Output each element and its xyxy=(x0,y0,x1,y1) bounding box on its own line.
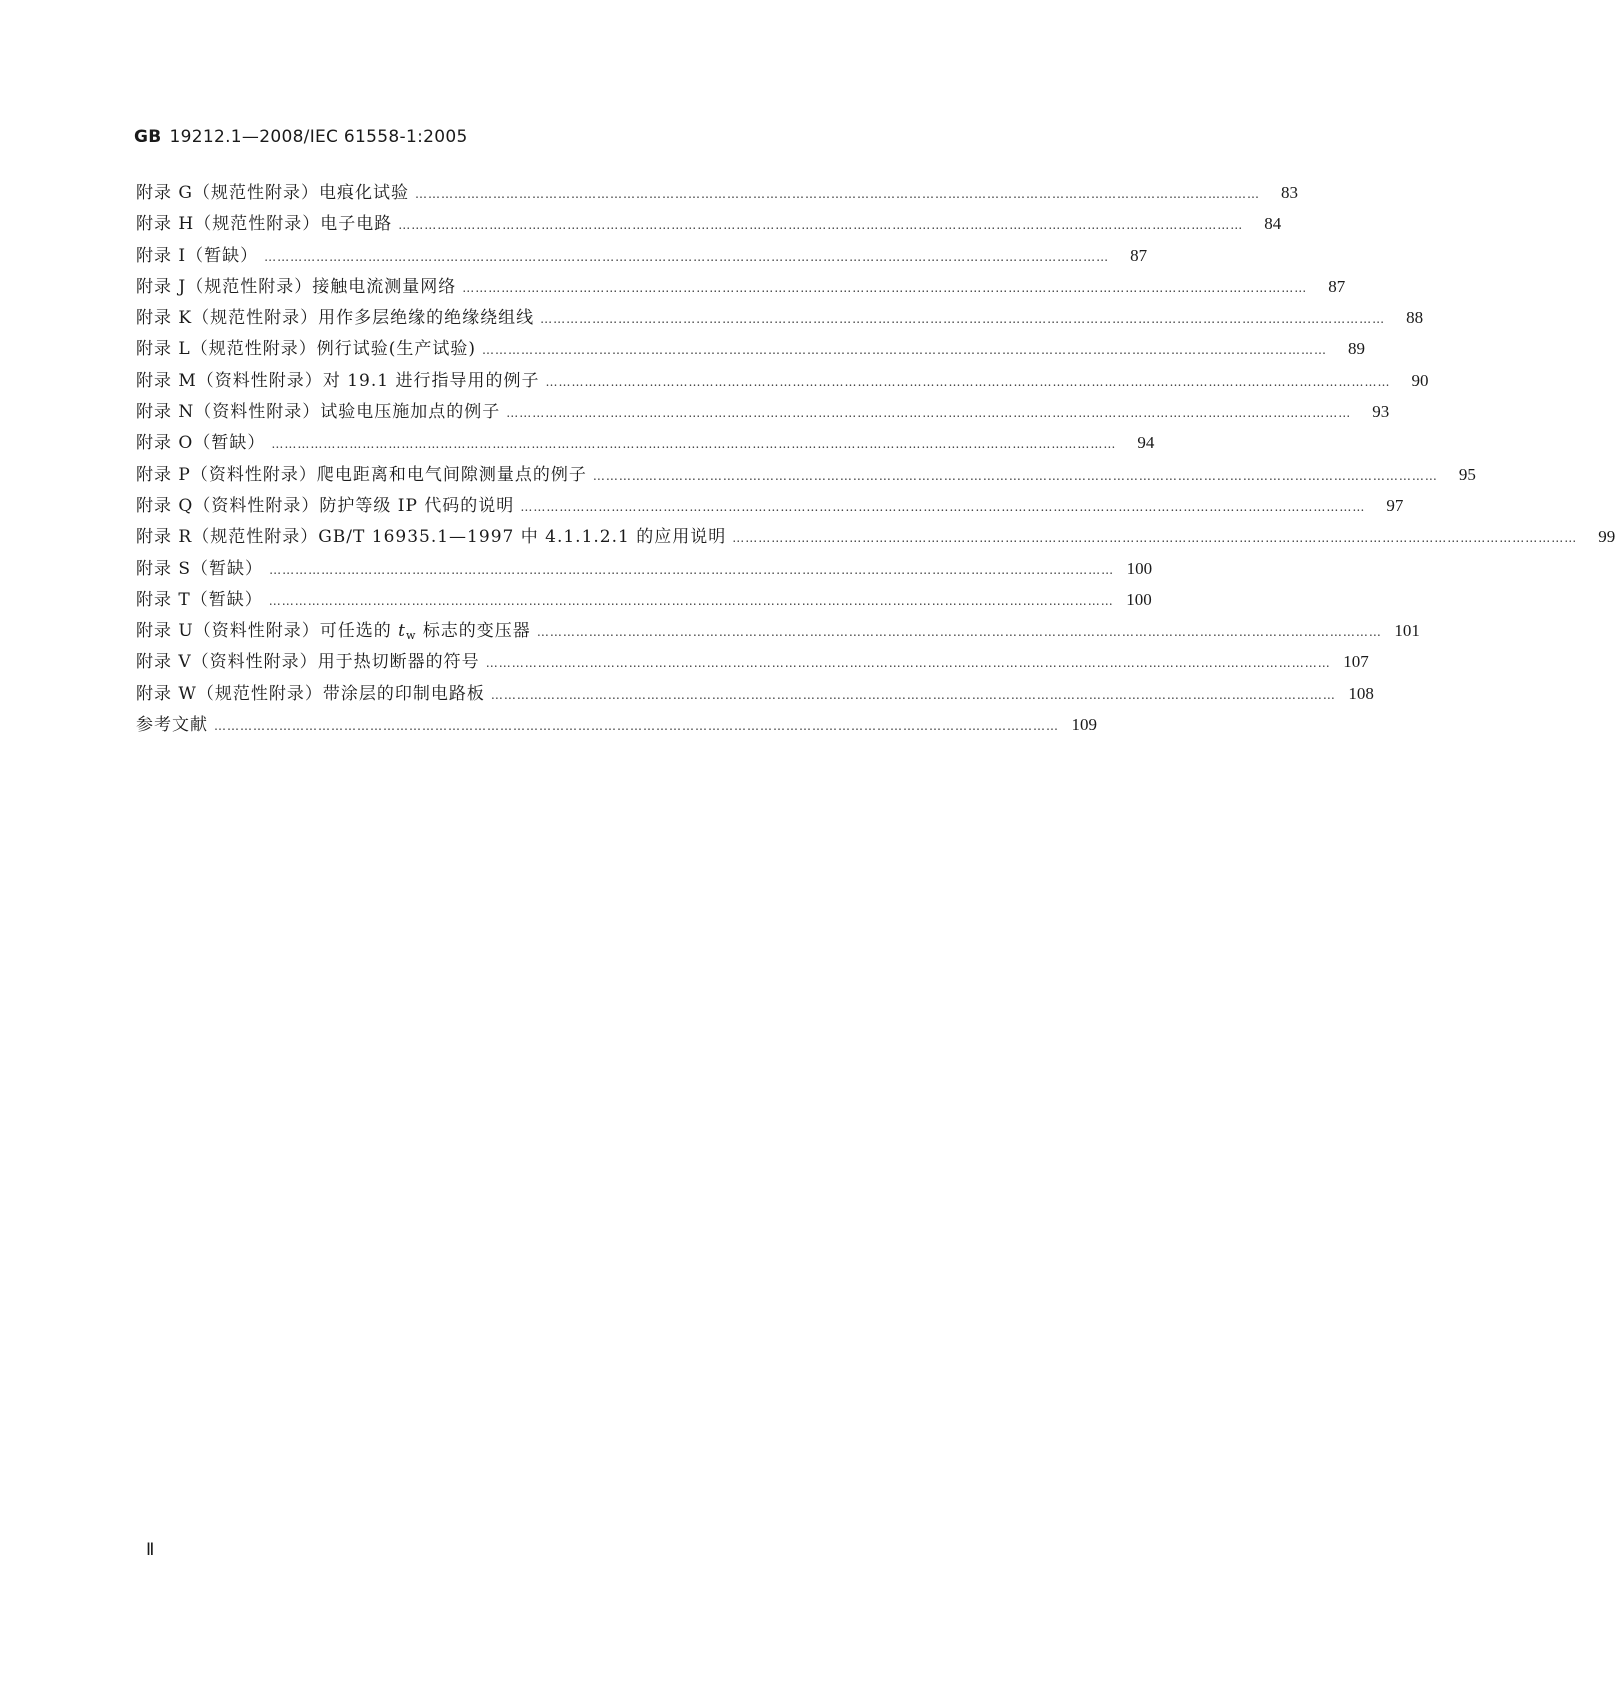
toc-entry-bibliography[interactable] xyxy=(136,710,1097,741)
toc-entry-prefix: 附录 G（规范性附录） xyxy=(136,183,319,203)
toc-entry-prefix: 参考文献 xyxy=(136,715,208,736)
dot-leader: …………………………………………………………………………………………………………………………………………………………………………… xyxy=(462,280,1308,295)
dot-leader: …………………………………………………………………………………………………………………………………………………………………………… xyxy=(485,656,1331,671)
toc-entry-prefix: 附录 O（暂缺） xyxy=(136,433,266,454)
toc-entry-annex-r[interactable] xyxy=(136,522,1615,553)
dot-leader: …………………………………………………………………………………………………………………………………………………………………………… xyxy=(414,187,1260,201)
toc-entry-page: 88 xyxy=(1406,308,1424,328)
toc-entry-page: 94 xyxy=(1137,433,1155,453)
toc-entry-page: 95 xyxy=(1458,464,1476,484)
toc-entry-prefix: 附录 H（规范性附录） xyxy=(136,214,321,235)
title-text-after: 标志的变压器 xyxy=(422,621,531,642)
toc-entry-page: 83 xyxy=(1280,183,1298,202)
toc-entry-title: 例行试验(生产试验) xyxy=(316,339,476,360)
toc-entry-page: 109 xyxy=(1071,715,1097,735)
toc-entry-annex-s[interactable] xyxy=(136,554,1153,585)
toc-entry-annex-q[interactable] xyxy=(136,491,1404,522)
toc-entry-prefix: 附录 T（暂缺） xyxy=(136,589,263,610)
toc-entry-prefix: 附录 Q（资料性附录） xyxy=(136,495,320,516)
toc-entry-page: 90 xyxy=(1411,370,1429,390)
toc-entry-title: 带涂层的印制电路板 xyxy=(322,683,485,704)
dot-leader: …………………………………………………………………………………………………………………………………………………………………………… xyxy=(264,249,1110,264)
toc-entry-title: 电痕化试验 xyxy=(318,183,409,203)
toc-entry-prefix: 附录 W（规范性附录） xyxy=(136,683,323,704)
toc-entry-annex-t[interactable] xyxy=(136,585,1152,616)
dot-leader: …………………………………………………………………………………………………………………………………………………………………………… xyxy=(520,499,1366,514)
dot-leader: …………………………………………………………………………………………………………………………………………………………………………… xyxy=(490,687,1336,702)
dot-leader: …………………………………………………………………………………………………………………………………………………………………………… xyxy=(268,593,1114,608)
toc-entry-annex-w[interactable] xyxy=(136,679,1374,710)
toc-entry-prefix: 附录 P（资料性附录） xyxy=(136,464,317,485)
standard-code: GB xyxy=(134,127,162,147)
math-variable-t: t xyxy=(398,621,406,642)
dot-leader: …………………………………………………………………………………………………………………………………………………………………………… xyxy=(536,625,1382,640)
toc-entry-title xyxy=(320,616,531,642)
toc-entry-annex-k[interactable] xyxy=(136,303,1424,334)
toc-entry-title: 爬电距离和电气间隙测量点的例子 xyxy=(316,464,587,485)
toc-entry-annex-g[interactable] xyxy=(136,178,1298,209)
table-of-contents xyxy=(136,178,1615,741)
toc-entry-annex-u[interactable] xyxy=(136,616,1420,647)
dot-leader: …………………………………………………………………………………………………………………………………………………………………………… xyxy=(732,531,1578,546)
toc-entry-annex-v[interactable] xyxy=(136,647,1369,678)
toc-entry-prefix: 附录 M（资料性附录） xyxy=(136,370,323,391)
toc-entry-annex-n[interactable] xyxy=(136,397,1390,428)
dot-leader: …………………………………………………………………………………………………………………………………………………………………………… xyxy=(271,437,1117,452)
toc-entry-annex-p[interactable] xyxy=(136,460,1476,491)
toc-entry-prefix: 附录 I（暂缺） xyxy=(136,245,259,266)
toc-entry-title: 防护等级 IP 代码的说明 xyxy=(319,495,515,516)
toc-entry-page: 93 xyxy=(1372,402,1390,422)
dot-leader: …………………………………………………………………………………………………………………………………………………………………………… xyxy=(398,218,1244,233)
dot-leader: …………………………………………………………………………………………………………………………………………………………………………… xyxy=(506,406,1352,421)
dot-leader: …………………………………………………………………………………………………………………………………………………………………………… xyxy=(592,468,1438,483)
dot-leader: …………………………………………………………………………………………………………………………………………………………………………… xyxy=(269,562,1115,577)
toc-entry-page: 108 xyxy=(1348,683,1374,703)
toc-entry-title: GB/T 16935.1—1997 中 4.1.1.2.1 的应用说明 xyxy=(318,527,727,548)
document-header xyxy=(134,127,468,147)
toc-entry-title: 用于热切断器的符号 xyxy=(317,652,480,673)
dot-leader: …………………………………………………………………………………………………………………………………………………………………………… xyxy=(540,312,1386,327)
toc-entry-title: 电子电路 xyxy=(320,214,393,235)
toc-entry-page: 87 xyxy=(1130,245,1148,265)
toc-entry-prefix: 附录 K（规范性附录） xyxy=(136,308,319,329)
toc-entry-prefix: 附录 N（资料性附录） xyxy=(136,402,321,423)
toc-entry-page: 99 xyxy=(1598,527,1615,547)
toc-entry-title: 对 19.1 进行指导用的例子 xyxy=(322,370,540,391)
toc-entry-page: 107 xyxy=(1343,652,1369,672)
toc-entry-page: 100 xyxy=(1126,558,1153,578)
toc-entry-prefix: 附录 R（规范性附录） xyxy=(136,527,319,548)
toc-entry-annex-o[interactable] xyxy=(136,428,1155,459)
toc-entry-annex-h[interactable] xyxy=(136,209,1282,240)
title-text-before: 可任选的 xyxy=(319,621,392,642)
toc-entry-prefix: 附录 V（资料性附录） xyxy=(136,652,318,673)
page-number: Ⅱ xyxy=(146,1540,155,1559)
toc-entry-page: 100 xyxy=(1126,589,1152,609)
toc-entry-annex-l[interactable] xyxy=(136,334,1365,365)
toc-entry-prefix: 附录 U（资料性附录） xyxy=(136,621,320,642)
toc-entry-prefix: 附录 S（暂缺） xyxy=(136,558,264,579)
toc-entry-title: 接触电流测量网络 xyxy=(312,276,457,297)
dot-leader: …………………………………………………………………………………………………………………………………………………………………………… xyxy=(214,719,1059,734)
toc-entry-page: 97 xyxy=(1386,495,1404,515)
toc-entry-annex-m[interactable] xyxy=(136,366,1429,397)
math-subscript-w: w xyxy=(405,629,417,643)
toc-entry-page: 101 xyxy=(1394,621,1420,641)
standard-number: 19212.1—2008/IEC 61558-1:2005 xyxy=(169,127,468,147)
toc-entry-annex-i[interactable] xyxy=(136,241,1148,272)
dot-leader: …………………………………………………………………………………………………………………………………………………………………………… xyxy=(545,374,1391,389)
toc-entry-prefix: 附录 J（规范性附录） xyxy=(136,276,313,297)
toc-entry-annex-j[interactable] xyxy=(136,272,1346,303)
toc-entry-title: 用作多层绝缘的绝缘绕组线 xyxy=(318,308,535,329)
toc-entry-page: 87 xyxy=(1328,276,1346,296)
toc-entry-page: 84 xyxy=(1264,214,1282,234)
dot-leader: …………………………………………………………………………………………………………………………………………………………………………… xyxy=(481,343,1327,358)
toc-entry-title: 试验电压施加点的例子 xyxy=(320,402,501,423)
toc-entry-page: 89 xyxy=(1347,339,1365,359)
toc-entry-prefix: 附录 L（规范性附录） xyxy=(136,339,317,360)
